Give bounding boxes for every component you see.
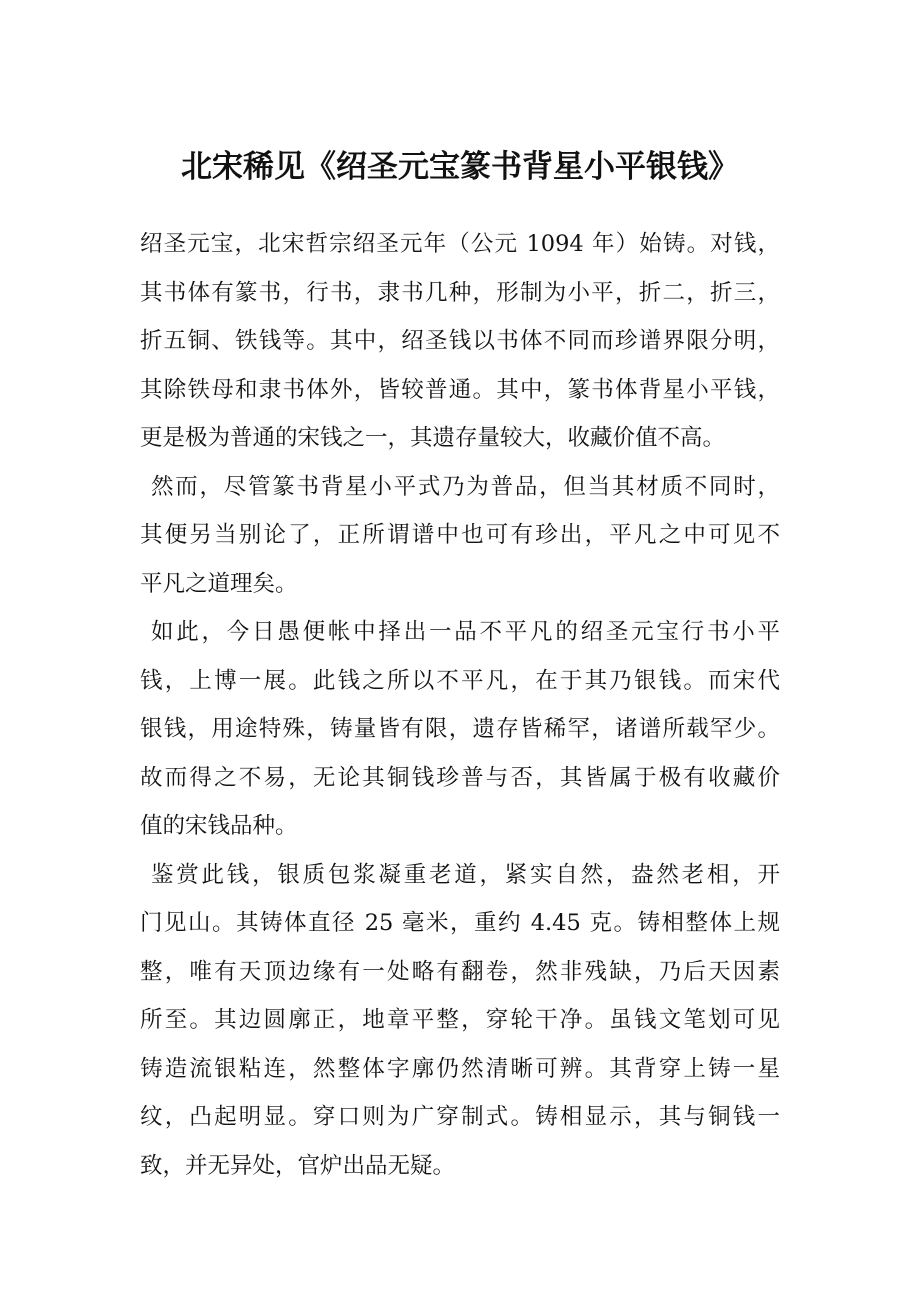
text-line: 其除铁母和隶书体外，皆较普通。其中，篆书体背星小平钱，: [140, 376, 780, 403]
text-line: 平凡之道理矣。: [140, 570, 298, 597]
text-line: 纹，凸起明显。穿口则为广穿制式。铸相显示，其与铜钱一: [140, 1104, 780, 1130]
text-line: 所至。其边圆廓正，地章平整，穿轮干净。虽钱文笔划可见: [140, 1007, 780, 1033]
document-body: [140, 220, 780, 1190]
text-line: 铸造流银粘连，然整体字廓仍然清晰可辨。其背穿上铸一星: [140, 1055, 780, 1082]
text-line: 其便另当别论了，正所谓谱中也可有珍出，平凡之中可见不: [140, 522, 780, 548]
text-line: 整，唯有天顶边缘有一处略有翻卷，然非残缺，乃后天因素: [140, 958, 780, 985]
text-line: 钱，上博一展。此钱之所以不平凡，在于其乃银钱。而宋代: [140, 667, 780, 694]
text-line: 值的宋钱品种。: [140, 813, 298, 839]
text-line: 门见山。其铸体直径 25 毫米，重约 4.45 克。铸相整体上规: [140, 910, 780, 936]
text-line: 绍圣元宝，北宋哲宗绍圣元年（公元 1094 年）始铸。对钱，: [140, 231, 780, 257]
text-line: 故而得之不易，无论其铜钱珍普与否，其皆属于极有收藏价: [140, 764, 780, 791]
text-line: 折五铜、铁钱等。其中，绍圣钱以书体不同而珍谱界限分明，: [140, 328, 780, 354]
text-line: 更是极为普通的宋钱之一，其遗存量较大，收藏价值不高。: [140, 425, 726, 451]
text-line: 其书体有篆书，行书，隶书几种，形制为小平，折二，折三，: [140, 279, 780, 306]
text-line: 然而，尽管篆书背星小平式乃为普品，但当其材质不同时，: [151, 473, 780, 500]
text-line: 银钱，用途特殊，铸量皆有限，遗存皆稀罕，诸谱所载罕少。: [140, 716, 780, 742]
text-line: 致，并无异处，官炉出品无疑。: [140, 1152, 456, 1179]
text-line: 鉴赏此钱，银质包浆凝重老道，紧实自然，盎然老相，开: [151, 861, 780, 888]
document-title: 北宋稀见《绍圣元宝篆书背星小平银钱》: [181, 149, 739, 185]
text-line: 如此，今日愚便帐中择出一品不平凡的绍圣元宝行书小平: [151, 619, 780, 645]
